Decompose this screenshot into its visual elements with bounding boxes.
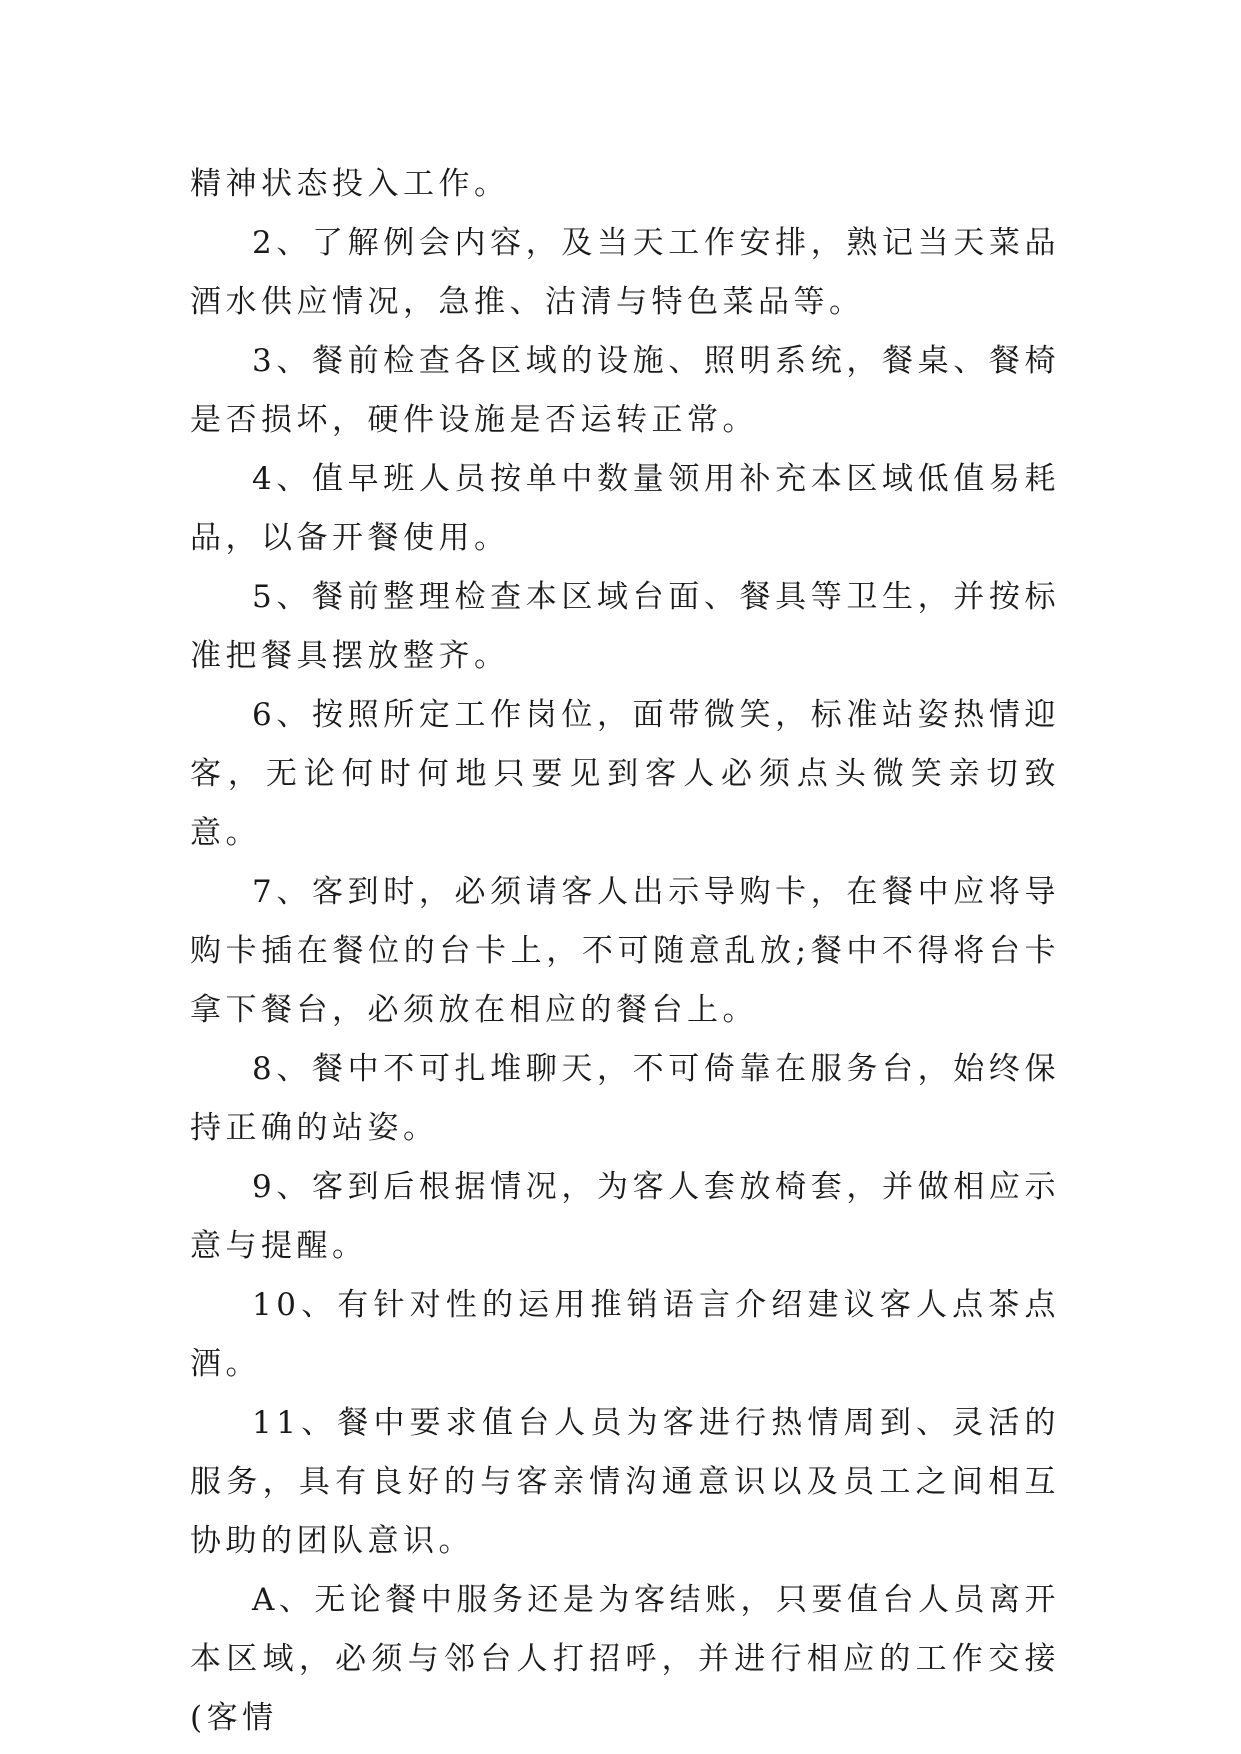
paragraph-item-a: A、无论餐中服务还是为客结账，只要值台人员离开本区域，必须与邻台人打招呼，并进行相应的工作交接(客情 [190,1582,1060,1736]
paragraph-item-3: 3、餐前检查各区域的设施、照明系统，餐桌、餐椅是否损坏，硬件设施是否运转正常。 [190,343,1060,438]
paragraph-item-7: 7、客到时，必须请客人出示导购卡，在餐中应将导购卡插在餐位的台卡上，不可随意乱放;餐中不得将台卡拿下餐台，必须放在相应的餐台上。 [190,874,1060,1028]
paragraph-item-9: 9、客到后根据情况，为客人套放椅套，并做相应示意与提醒。 [190,1169,1060,1264]
paragraph-item-10: 10、有针对性的运用推销语言介绍建议客人点茶点酒。 [190,1287,1060,1382]
document-body [190,155,1060,1748]
paragraph-continued: 精神状态投入工作。 [190,166,510,202]
paragraph-item-2: 2、了解例会内容，及当天工作安排，熟记当天菜品酒水供应情况，急推、沽清与特色菜品等。 [190,225,1060,320]
paragraph-item-8: 8、餐中不可扎堆聊天，不可倚靠在服务台，始终保持正确的站姿。 [190,1051,1060,1146]
paragraph-item-4: 4、值早班人员按单中数量领用补充本区域低值易耗品，以备开餐使用。 [190,461,1060,556]
paragraph-item-5: 5、餐前整理检查本区域台面、餐具等卫生，并按标准把餐具摆放整齐。 [190,579,1060,674]
paragraph-item-11: 11、餐中要求值台人员为客进行热情周到、灵活的服务，具有良好的与客亲情沟通意识以及员工之间相互协助的团队意识。 [190,1405,1060,1559]
paragraph-item-6: 6、按照所定工作岗位，面带微笑，标准站姿热情迎客，无论何时何地只要见到客人必须点头微笑亲切致意。 [190,697,1060,851]
